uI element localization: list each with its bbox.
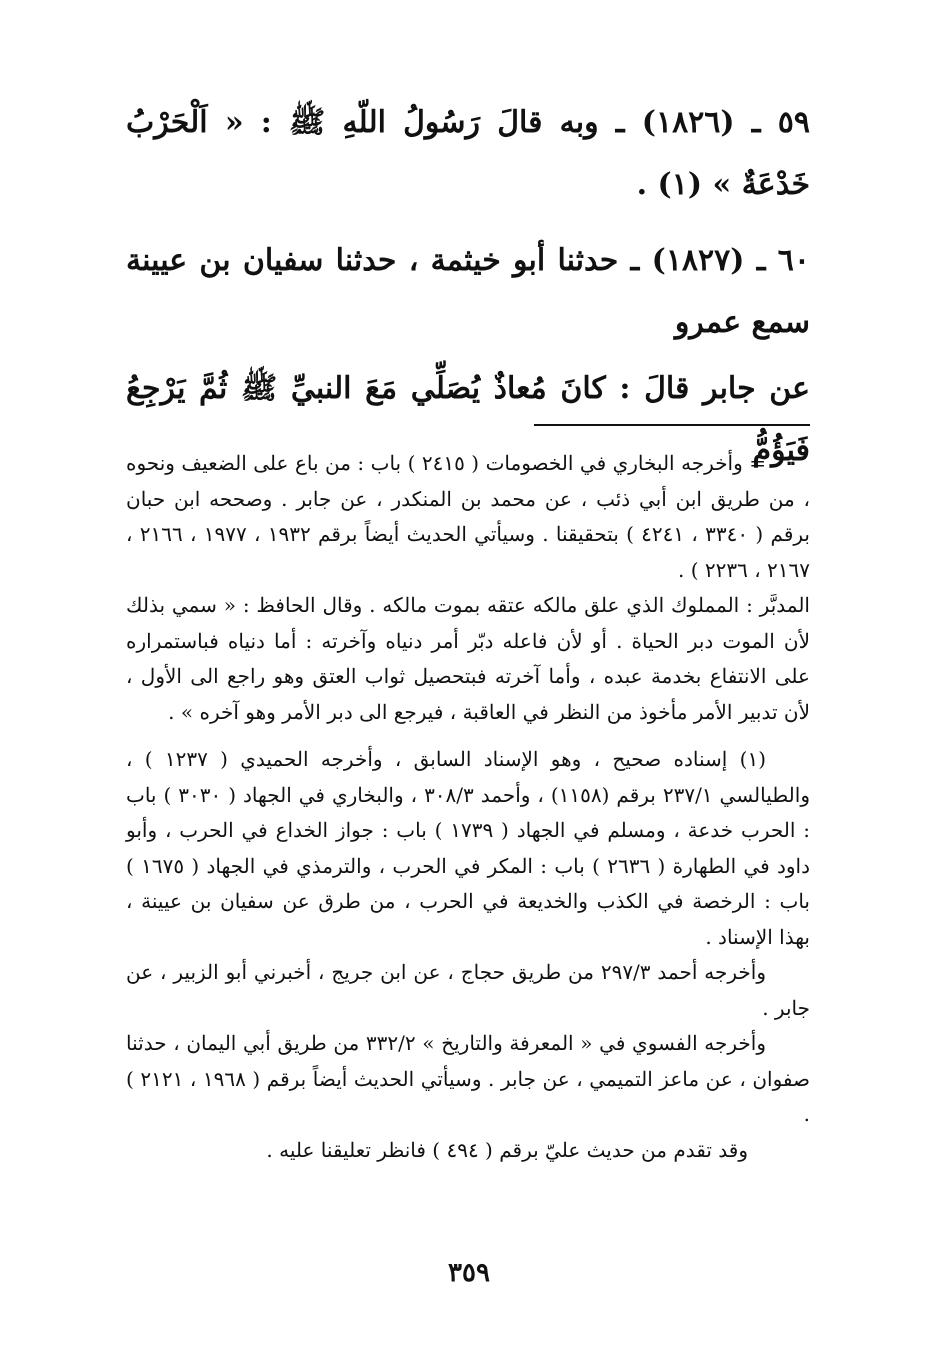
page-number: ٣٥٩ (448, 1258, 490, 1288)
footnote-1-ali: وقد تقدم من حديث عليّ برقم ( ٤٩٤ ) فانظر تعليقنا عليه . (266, 1137, 748, 1162)
hadith-59: ٥٩ ـ (١٨٢٦) ـ وبه قالَ رَسُولُ اللّهِ ﷺ : « اَلْحَرْبُ خَدْعَةٌ » (١) . (126, 105, 810, 202)
footnote-1: (١) إسناده صحيح ، وهو الإسناد السابق ، وأخرجه الحميدي ( ١٢٣٧ ) ، والطيالسي ٢٣٧/١ برقم (١١٥٨) ، وأحمد ٣٠٨/٣ ، والبخاري في الجهاد ( ٣٠٣٠ ) باب : الحرب خدعة ، ومسلم في الجهاد ( ١٧٣٩ ) باب : جواز الخداع في الحرب ، وأبو داود في الطهارة ( ٢٦٣٦ ) باب : المكر في الحرب ، والترمذي في الجهاد ( ١٦٧٥ ) باب : الرخصة في الكذب والخديعة في الحرب ، من طرق عن سفيان بن عيينة ، بهذا الإسناد . (126, 747, 811, 949)
hadith-60-matn: عن جابر قالَ : كانَ مُعاذٌ يُصَلِّي مَعَ النبيِّ ﷺ ثُمَّ يَرْجِعُ فَيَؤُمُّ (126, 371, 810, 468)
hadith-60-chain: ٦٠ ـ (١٨٢٧) ـ حدثنا أبو خيثمة ، حدثنا سفيان بن عيينة سمع عمرو (126, 243, 811, 340)
main-hadith-text (126, 92, 810, 486)
footnote-separator (534, 424, 810, 426)
footnote-1-ahmad: وأخرجه أحمد ٢٩٧/٣ من طريق حجاج ، عن ابن جريج ، أخبرني أبو الزبير ، عن جابر . (126, 960, 810, 1020)
footnotes-section (126, 446, 810, 1168)
footnote-mudabbar: المدبَّر : المملوك الذي علق مالكه عتقه بموت مالكه . وقال الحافظ : « سمي بذلك لأن الموت دبر الحياة . أو لأن فاعله دبّر أمر دنياه وآخرته : أما دنياه فباستمراره على الانتفاع بخدمة عبده ، وأما آخرته فبتحصيل ثواب العتق وهو راجع الى الأول ، لأن تدبير الأمر مأخوذ من النظر في العاقبة ، فيرجع الى دبر الأمر وهو آخره » . (126, 593, 810, 724)
footnote-continuation: = وأخرجه البخاري في الخصومات ( ٢٤١٥ ) باب : من باع على الضعيف ونحوه ، من طريق ابن أبي ذئب ، عن محمد بن المنكدر ، عن جابر . وصححه ابن حبان برقم ( ٣٣٤٠ ، ٤٢٤١ ) بتحقيقنا . وسيأتي الحديث أيضاً برقم ١٩٣٢ ، ١٩٧٧ ، ٢١٦٦ ، ٢١٦٧ ، ٢٢٣٦ ) . (126, 451, 810, 582)
footnote-1-fasawi: وأخرجه الفسوي في « المعرفة والتاريخ » ٣٣٢/٢ من طريق أبي اليمان ، حدثنا صفوان ، عن ماعز التميمي ، عن جابر . وسيأتي الحديث أيضاً برقم ( ١٩٦٨ ، ٢١٢١ ) . (126, 1031, 811, 1126)
